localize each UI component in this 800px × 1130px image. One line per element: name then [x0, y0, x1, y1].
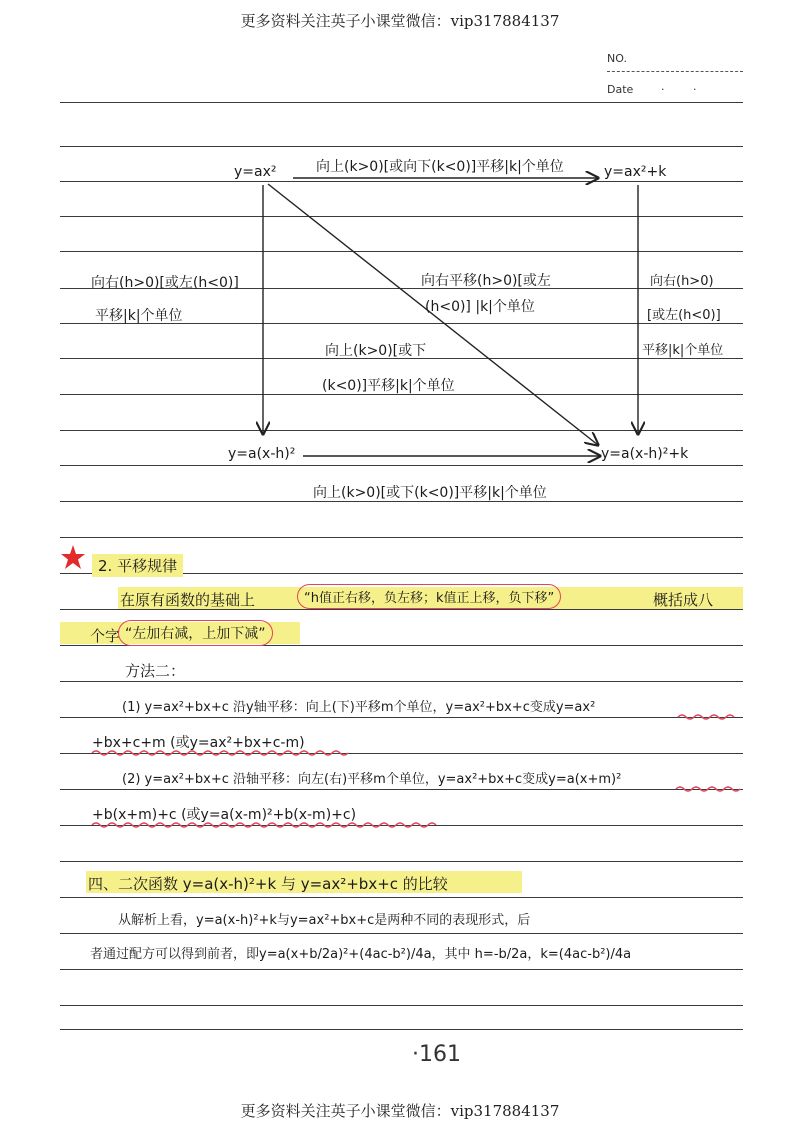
formula-top-right: y=ax²+k	[604, 164, 667, 180]
comparison-line-1: 从解析上看，y=a(x-h)²+k与y=ax²+bx+c是两种不同的表现形式，后	[118, 913, 531, 928]
formula-bottom-right: y=a(x-h)²+k	[601, 446, 689, 462]
wavy-underline	[676, 787, 740, 791]
method-2-line-1: (2) y=ax²+bx+c 沿轴平移：向左(右)平移m个单位，y=ax²+bx+c变成y=a(x+m)²	[122, 772, 622, 787]
rule-text-suffix: 概括成八	[653, 591, 714, 609]
watermark-top: 更多资料关注英子小课堂微信：vip317884137	[240, 12, 560, 30]
diagonal-label-1: 向右平移(h>0)[或左	[421, 273, 551, 289]
date-label: Date	[607, 83, 634, 96]
wavy-underline	[92, 751, 348, 755]
right-label-1: 向右(h>0)	[650, 274, 714, 289]
page-number: ·161	[412, 1042, 461, 1067]
method-label: 方法二：	[125, 662, 186, 680]
wavy-underline	[678, 715, 734, 719]
section-2-title: 2. 平移规律	[92, 554, 183, 577]
date-dot-1: ·	[661, 83, 665, 96]
rule-text-line2-prefix: 个字	[90, 627, 121, 645]
left-label-2: 平移|k|个单位	[95, 308, 183, 324]
section-4-title: 四、二次函数 y=a(x-h)²+k 与 y=ax²+bx+c 的比较	[88, 875, 448, 893]
wavy-underline	[92, 823, 436, 827]
rule-mnemonic-circled: “左加右减，上加下减”	[118, 620, 273, 646]
center-label-1: 向上(k>0)[或下	[325, 343, 427, 359]
method-1-line-1: (1) y=ax²+bx+c 沿y轴平移：向上(下)平移m个单位，y=ax²+bx+c变成y=ax²	[122, 700, 596, 715]
date-dot-2: ·	[693, 83, 697, 96]
rule-text-prefix: 在原有函数的基础上	[120, 591, 256, 609]
formula-bottom-left: y=a(x-h)²	[228, 446, 296, 462]
right-label-2: [或左(h<0)]	[647, 308, 721, 323]
method-1-line-2: +bx+c+m (或y=ax²+bx+c-m)	[92, 735, 305, 751]
left-label-1: 向右(h>0)[或左(h<0)]	[91, 275, 239, 291]
top-arrow-label: 向上(k>0)[或向下(k<0)]平移|k|个单位	[316, 159, 564, 175]
bottom-arrow-label: 向上(k>0)[或下(k<0)]平移|k|个单位	[313, 485, 547, 501]
comparison-line-2: 者通过配方可以得到前者，即y=a(x+b/2a)²+(4ac-b²)/4a，其中 h=-b/2a，k=(4ac-b²)/4a	[90, 947, 632, 962]
no-label: NO.	[607, 52, 627, 65]
diagonal-label-2: (h<0)] |k|个单位	[425, 299, 535, 315]
center-label-2: (k<0)]平移|k|个单位	[322, 378, 455, 394]
watermark-bottom: 更多资料关注英子小课堂微信：vip317884137	[240, 1102, 560, 1120]
formula-top-left: y=ax²	[234, 164, 277, 180]
method-2-line-2: +b(x+m)+c (或y=a(x-m)²+b(x-m)+c)	[92, 807, 357, 823]
rule-text-circled: “h值正右移，负左移；k值正上移，负下移”	[297, 584, 561, 609]
right-label-3: 平移|k|个单位	[642, 343, 724, 358]
